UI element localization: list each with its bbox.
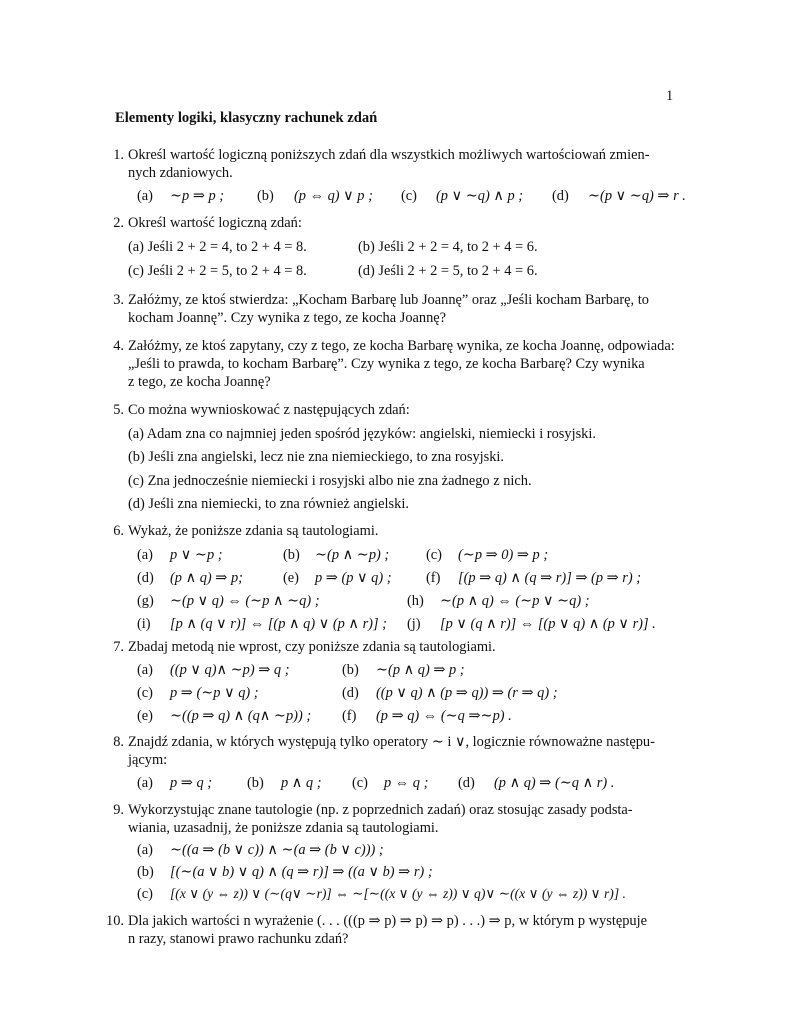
option-label: (e) bbox=[137, 708, 153, 724]
option-label: (d) bbox=[342, 685, 359, 701]
sub-item: (a) Adam zna co najmniej jeden spośród języków: angielski, niemiecki i rosyjski. bbox=[128, 426, 596, 442]
option-label: (g) bbox=[137, 593, 154, 609]
question-text: Określ wartość logiczną zdań: bbox=[128, 215, 302, 231]
formula: p ⇔ q ; bbox=[384, 775, 429, 791]
option-label: (b) bbox=[257, 188, 274, 204]
option-label: (f) bbox=[342, 708, 357, 724]
formula: ∼(p ∨ ∼q) ⇒ r . bbox=[588, 188, 686, 204]
formula: (∼p ⇒ 0) ⇒ p ; bbox=[458, 547, 549, 563]
question-text: n razy, stanowi prawo rachunku zdań? bbox=[128, 931, 349, 947]
question-number: 7. bbox=[113, 639, 124, 655]
option-label: (d) bbox=[552, 188, 569, 204]
question-text: Załóżmy, ze ktoś stwierdza: „Kocham Barbarę lub Joannę” oraz „Jeśli kocham Barbarę, to bbox=[128, 292, 649, 308]
option-label: (c) bbox=[137, 685, 153, 701]
formula: p ∧ q ; bbox=[281, 775, 322, 791]
question-number: 5. bbox=[113, 402, 124, 418]
option-label: (b) bbox=[137, 864, 154, 880]
formula: [(∼(a ∨ b) ∨ q) ∧ (q ⇒ r)] ⇒ ((a ∨ b) ⇒ r) ; bbox=[170, 864, 433, 880]
formula: [(p ⇒ q) ∧ (q ⇒ r)] ⇒ (p ⇒ r) ; bbox=[458, 570, 642, 586]
option-label: (d) bbox=[458, 775, 475, 791]
sub-item: (b) Jeśli zna angielski, lecz nie zna niemieckiego, to zna rosyjski. bbox=[128, 449, 505, 465]
option-label: (c) bbox=[426, 547, 442, 563]
question-text: Znajdź zdania, w których występują tylko operatory ∼ i ∨, logicznie równoważne następu- bbox=[128, 734, 655, 750]
formula: ∼(p ∧ q) ⇔ (∼p ∨ ∼q) ; bbox=[440, 593, 590, 609]
sub-item: (a) Jeśli 2 + 2 = 4, to 2 + 4 = 8. bbox=[128, 239, 307, 255]
formula: p ⇒ (∼p ∨ q) ; bbox=[170, 685, 259, 701]
option-label: (c) bbox=[401, 188, 417, 204]
option-label: (c) bbox=[352, 775, 368, 791]
question-text: wiania, uzasadnij, że poniższe zdania są tautologiami. bbox=[128, 820, 439, 836]
option-label: (i) bbox=[137, 616, 151, 632]
option-label: (h) bbox=[407, 593, 424, 609]
formula: p ⇒ q ; bbox=[170, 775, 213, 791]
question-text: kocham Joannę”. Czy wynika z tego, ze kocha Joannę? bbox=[128, 310, 447, 326]
question-text: nych zdaniowych. bbox=[128, 165, 233, 181]
question-text: Dla jakich wartości n wyrażenie (. . . (((p ⇒ p) ⇒ p) ⇒ p) . . .) ⇒ p, w którym p występuje bbox=[128, 913, 647, 929]
option-label: (b) bbox=[342, 662, 359, 678]
question-text: Wykorzystując znane tautologie (np. z poprzednich zadań) oraz stosując zasady podsta- bbox=[128, 802, 633, 818]
formula: (p ∨ ∼q) ∧ p ; bbox=[436, 188, 524, 204]
question-text: „Jeśli to prawda, to kocham Barbarę”. Czy wynika z tego, ze kocha Barbarę? Czy wynika bbox=[128, 356, 645, 372]
formula: [(x ∨ (y ⇔ z)) ∨ (∼(q∨ ∼r)] ⇔ ∼[∼((x ∨ (y ⇔ z)) ∨ q)∨ ∼((x ∨ (y ⇔ z)) ∨ r)] . bbox=[170, 886, 626, 901]
option-label: (a) bbox=[137, 547, 153, 563]
formula: (p ⇒ q) ⇔ (∼q ⇒∼p) . bbox=[376, 708, 512, 724]
question-text: Wykaż, że poniższe zdania są tautologiami. bbox=[128, 523, 379, 539]
option-label: (e) bbox=[283, 570, 299, 586]
page-title: Elementy logiki, klasyczny rachunek zdań bbox=[115, 110, 378, 126]
question-number: 6. bbox=[113, 523, 124, 539]
question-text: Załóżmy, ze ktoś zapytany, czy z tego, ze kocha Barbarę wynika, ze kocha Joannę, odpowiada: bbox=[128, 338, 675, 354]
option-label: (a) bbox=[137, 188, 153, 204]
question-number: 9. bbox=[113, 802, 124, 818]
formula: ∼((p ⇒ q) ∧ (q∧ ∼p)) ; bbox=[170, 708, 312, 724]
question-number: 10. bbox=[106, 913, 124, 929]
formula: (p ∧ q) ⇒ (∼q ∧ r) . bbox=[494, 775, 615, 791]
question-text: Określ wartość logiczną poniższych zdań dla wszystkich możliwych wartościowań zmien- bbox=[128, 147, 650, 163]
option-label: (a) bbox=[137, 775, 153, 791]
sub-item: (d) Jeśli 2 + 2 = 5, to 2 + 4 = 6. bbox=[358, 263, 538, 279]
formula: ∼p ⇒ p ; bbox=[170, 188, 225, 204]
sub-item: (d) Jeśli zna niemiecki, to zna również angielski. bbox=[128, 496, 409, 512]
question-text: z tego, ze kocha Joannę? bbox=[128, 374, 271, 390]
page-number: 1 bbox=[666, 88, 674, 104]
option-label: (b) bbox=[283, 547, 300, 563]
question-number: 2. bbox=[113, 215, 124, 231]
formula: ∼((a ⇒ (b ∨ c)) ∧ ∼(a ⇒ (b ∨ c))) ; bbox=[170, 842, 384, 858]
question-text: jącym: bbox=[128, 752, 168, 768]
sub-item: (c) Zna jednocześnie niemiecki i rosyjski albo nie zna żadnego z nich. bbox=[128, 473, 532, 489]
option-label: (a) bbox=[137, 662, 153, 678]
formula: ∼(p ∧ ∼p) ; bbox=[315, 547, 390, 563]
question-number: 1. bbox=[113, 147, 124, 163]
formula: p ⇒ (p ∨ q) ; bbox=[315, 570, 392, 586]
formula: p ∨ ∼p ; bbox=[170, 547, 223, 563]
question-text: Zbadaj metodą nie wprost, czy poniższe zdania są tautologiami. bbox=[128, 639, 496, 655]
formula: [p ∨ (q ∧ r)] ⇔ [(p ∨ q) ∧ (p ∨ r)] . bbox=[440, 616, 656, 632]
option-label: (a) bbox=[137, 842, 153, 858]
question-text: Co można wywnioskować z następujących zdań: bbox=[128, 402, 410, 418]
question-number: 3. bbox=[113, 292, 124, 308]
sub-item: (c) Jeśli 2 + 2 = 5, to 2 + 4 = 8. bbox=[128, 263, 307, 279]
formula: (p ⇔ q) ∨ p ; bbox=[294, 188, 373, 204]
option-label: (b) bbox=[247, 775, 264, 791]
formula: ((p ∨ q)∧ ∼p) ⇒ q ; bbox=[170, 662, 290, 678]
option-label: (c) bbox=[137, 886, 153, 902]
option-label: (f) bbox=[426, 570, 441, 586]
option-label: (j) bbox=[407, 616, 421, 632]
formula: (p ∧ q) ⇒ p; bbox=[170, 570, 243, 586]
formula: ((p ∨ q) ∧ (p ⇒ q)) ⇒ (r ⇒ q) ; bbox=[376, 685, 558, 701]
formula: [p ∧ (q ∨ r)] ⇔ [(p ∧ q) ∨ (p ∧ r)] ; bbox=[170, 616, 387, 632]
question-number: 8. bbox=[113, 734, 124, 750]
sub-item: (b) Jeśli 2 + 2 = 4, to 2 + 4 = 6. bbox=[358, 239, 538, 255]
question-number: 4. bbox=[113, 338, 124, 354]
option-label: (d) bbox=[137, 570, 154, 586]
formula: ∼(p ∧ q) ⇒ p ; bbox=[376, 662, 465, 678]
formula: ∼(p ∨ q) ⇔ (∼p ∧ ∼q) ; bbox=[170, 593, 320, 609]
